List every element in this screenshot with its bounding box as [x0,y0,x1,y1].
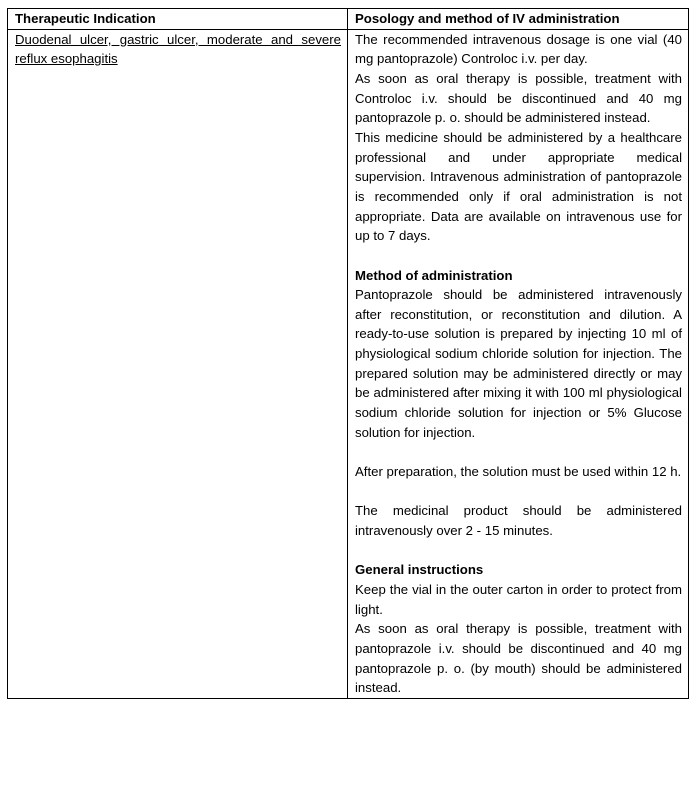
header-therapeutic-indication: Therapeutic Indication [8,9,348,30]
header-row [8,9,689,30]
indication-text: Duodenal ulcer, gastric ulcer, moderate and severe reflux esophagitis [15,31,341,67]
indication-cell [8,29,348,698]
administration-time-paragraph: The medicinal product should be administered intravenously over 2 - 15 minutes. [355,503,682,539]
method-paragraph: Pantoprazole should be administered intravenously after reconstitution, or reconstitution and dilution. A ready-to-use solution is prepared by injecting 10 ml of physiological sodium chloride solution for injection. The prepared solution may be administered directly or may be administered after mixing it with 100 ml physiological sodium chloride solution for injection or 5% Glucose solution for injection. [355,287,682,440]
dosage-paragraph: The recommended intravenous dosage is one vial (40 mg pantoprazole) Controloc i.v. per day. [355,31,682,67]
supervision-paragraph: This medicine should be administered by a healthcare professional and under appropriate medical supervision. Intravenous administration of pantoprazole is recommended only if oral administration is not appropriate. Data are available on intravenous use for up to 7 days. [355,129,682,244]
general-heading: General instructions [355,562,484,578]
spacer [355,246,682,266]
posology-cell [348,29,689,698]
iv-discontinue-paragraph: As soon as oral therapy is possible, treatment with pantoprazole i.v. should be discontinued and 40 mg pantoprazole p. o. (by mouth) should be administered instead. [355,621,682,696]
oral-switch-paragraph: As soon as oral therapy is possible, treatment with Controloc i.v. should be discontinued and 40 mg pantoprazole p. o. should be administered instead. [355,70,682,126]
spacer [355,482,682,502]
content-row [8,29,689,698]
spacer [355,442,682,462]
method-heading: Method of administration [355,267,513,283]
header-posology: Posology and method of IV administration [348,9,689,30]
posology-table [7,8,689,699]
after-preparation-paragraph: After preparation, the solution must be used within 12 h. [355,464,682,480]
spacer [355,541,682,561]
storage-paragraph: Keep the vial in the outer carton in order to protect from light. [355,581,682,617]
